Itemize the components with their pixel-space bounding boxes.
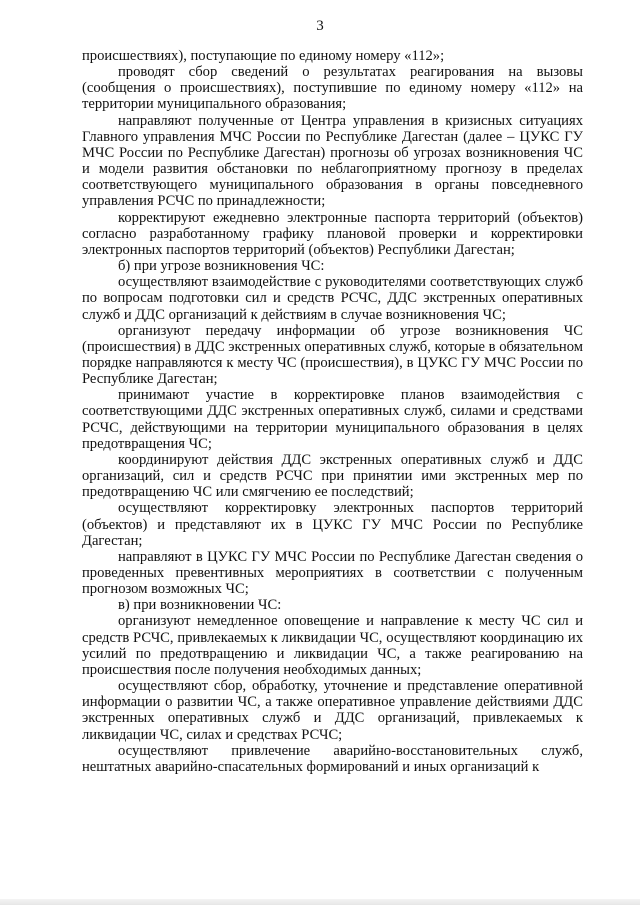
- paragraph: осуществляют сбор, обработку, уточнение и представление оперативной информации о развитии ЧС, а также оперативное управление действиями ДДС экстренных оперативных служб и ДДС организаций, привлекаемых к ликвидации ЧС, силах и средствах РСЧС;: [82, 678, 583, 743]
- paragraph: организуют передачу информации об угрозе возникновения ЧС (происшествия) в ДДС экстренных оперативных служб, которые в обязательном порядке направляются к месту ЧС (происшествия), в ЦУКС ГУ МЧС России по Республике Дагестан;: [82, 322, 583, 388]
- paragraph: происшествиях), поступающие по единому номеру «112»;: [82, 48, 445, 64]
- paragraph: направляют полученные от Центра управления в кризисных ситуациях Главного управления МЧС России по Республике Дагестан (далее – ЦУКС ГУ МЧС России по Республике Дагестан) прогнозы об угрозах возникновения ЧС и модели развития обстановки по неблагоприятному прогнозу в пределах соответствующего муниципального образования в органы повседневного управления РСЧС по принадлежности;: [82, 112, 583, 210]
- paragraph: координируют действия ДДС экстренных оперативных служб и ДДС организаций, сил и средств РСЧС при принятии ими экстренных мер по предотвращению ЧС или смягчению ее последствий;: [82, 451, 583, 501]
- paragraph: осуществляют взаимодействие с руководителями соответствующих служб по вопросам подготовки сил и средств РСЧС, ДДС экстренных оперативных служб и ДДС организаций к действиям в случае возникновения ЧС;: [82, 274, 583, 323]
- paragraph: в) при возникновении ЧС:: [118, 597, 282, 614]
- paragraph: принимают участие в корректировке планов взаимодействия с соответствующими ДДС экстренных оперативных служб, силами и средствами РСЧС, действующими на территории муниципального образования в целях предотвращения ЧС;: [82, 387, 583, 452]
- paragraph: проводят сбор сведений о результатах реагирования на вызовы (сообщения о происшествиях), поступившие по единому номеру «112» на территории муниципального образования;: [82, 64, 583, 113]
- paragraph: осуществляют корректировку электронных паспортов территорий (объектов) и представляют их в ЦУКС ГУ МЧС России по Республике Дагестан;: [82, 500, 583, 549]
- scan-bottom-edge: [0, 899, 640, 905]
- page-number: 3: [316, 18, 324, 34]
- paragraph: направляют в ЦУКС ГУ МЧС России по Республике Дагестан сведения о проведенных превентивных мероприятиях в соответствии с полученным прогнозом возможных ЧС;: [82, 548, 583, 598]
- paragraph: корректируют ежедневно электронные паспорта территорий (объектов) согласно разработанному графику плановой проверки и корректировки электронных паспортов территорий (объектов) Республики Дагестан;: [82, 209, 583, 258]
- document-body: [82, 48, 583, 775]
- paragraph: организуют немедленное оповещение и направление к месту ЧС сил и средств РСЧС, привлекаемых к ликвидации ЧС, осуществляют координацию их усилий по предотвращению и ликвидации ЧС, а также реагированию на происшествия после получения необходимых данных;: [82, 613, 583, 678]
- paragraph: б) при угрозе возникновения ЧС:: [118, 258, 325, 275]
- paragraph: осуществляют привлечение аварийно-восстановительных служб, нештатных аварийно-спасательных формирований и иных организаций к: [82, 742, 583, 775]
